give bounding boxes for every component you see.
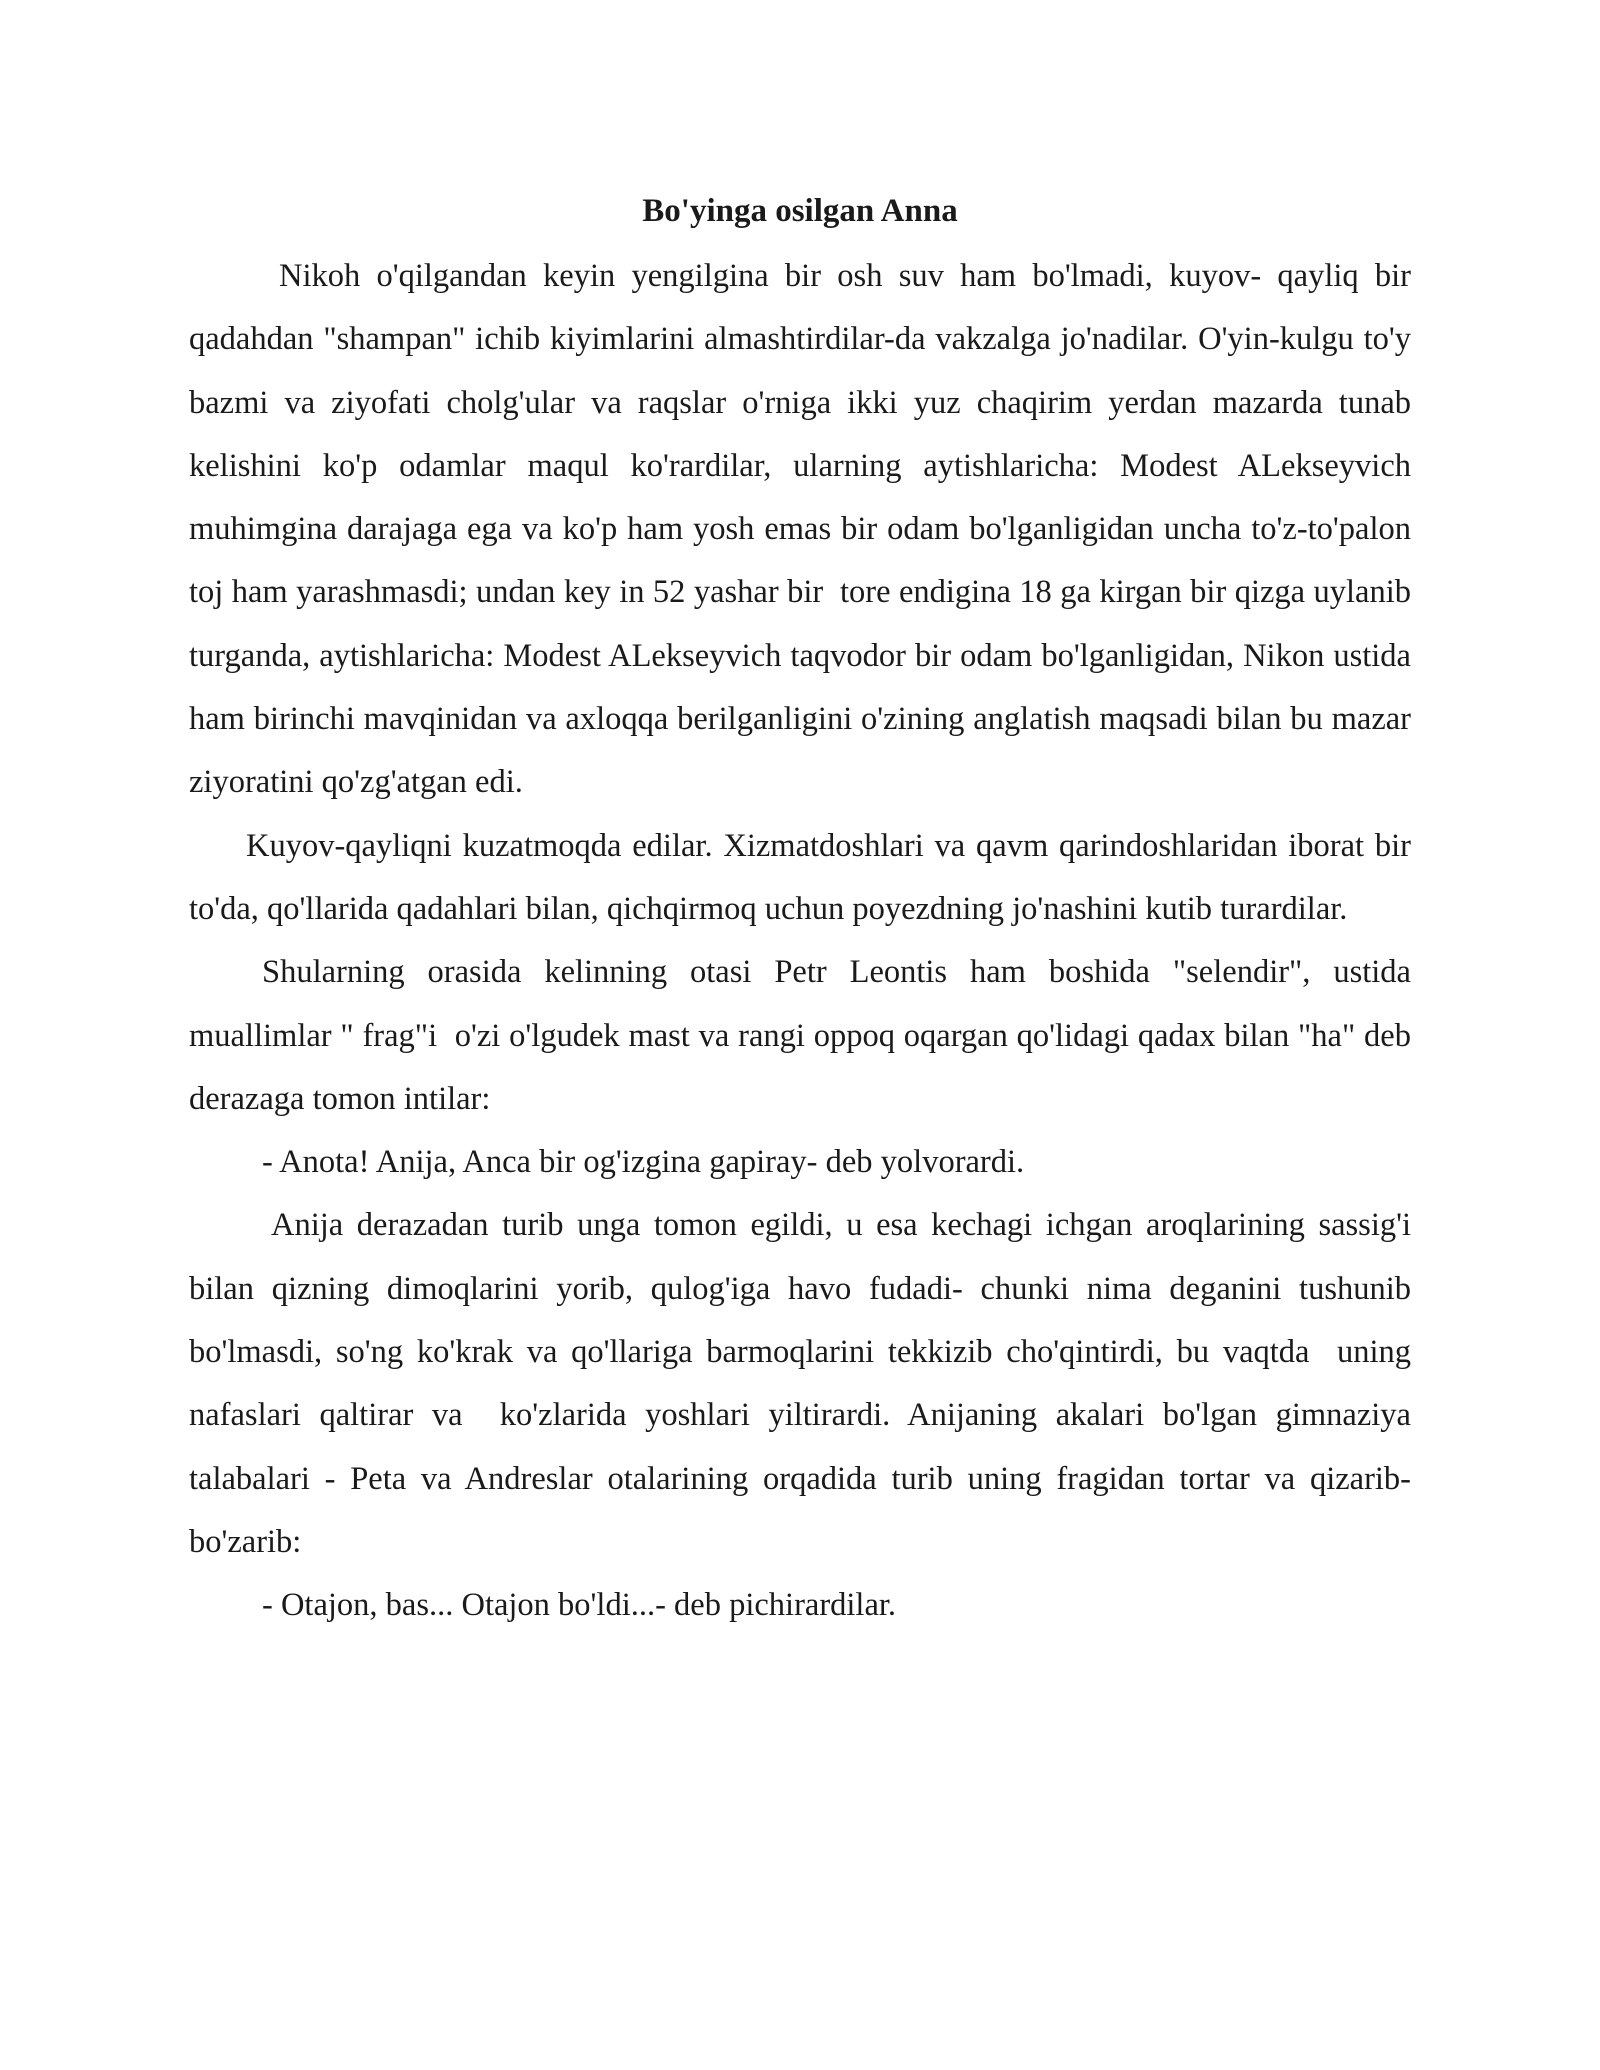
paragraph-father: Shularning orasida kelinning otasi Petr Leontis ham boshida "selendir", ustida muallimlar " frag"i o'zi o'lgudek mast va rangi oppoq oqargan qo'lidagi qadax bilan "ha" deb derazaga tomon intilar:	[189, 954, 1420, 1117]
document-title: Bo'yinga osilgan Anna	[642, 193, 958, 229]
paragraph-father-plea: - Anota! Anija, Anca bir og'izgina gapiray- deb yolvorardi.	[262, 1144, 1025, 1181]
paragraph-seeing-off: Kuyov-qayliqni kuzatmoqda edilar. Xizmatdoshlari va qavm qarindoshlaridan iborat bir to'da, qo'llarida qadahlari bilan, qichqirmoq uchun poyezdning jo'nashini kutib turardilar.	[189, 827, 1420, 927]
paragraph-anija: Anija derazadan turib unga tomon egildi, u esa kechagi ichgan aroqlarining sassig'i bilan qizning dimoqlarini yorib, qulog'iga havo fudadi- chunki nima deganini tushunib bo'lmasdi, so'ng ko'krak va qo'llariga barmoqlarini tekkizib cho'qintirdi, bu vaqtda uning nafaslari qaltirar va ko'zlarida yoshlari yiltirardi. Anijaning akalari bo'lgan gimnaziya talabalari - Peta va Andreslar otalarining orqadida turib uning fragidan tortar va qizarib-bo'zarib:	[189, 1207, 1420, 1560]
document-page	[189, 185, 1420, 1638]
paragraph-brothers-whisper: - Otajon, bas... Otajon bo'ldi...- deb pichirardilar.	[262, 1587, 897, 1624]
paragraph-wedding: Nikoh o'qilgandan keyin yengilgina bir osh suv ham bo'lmadi, kuyov- qayliq bir qadahdan "shampan" ichib kiyimlarini almashtirdilar-da vakzalga jo'nadilar. O'yin-kulgu to'y bazmi va ziyofati cholg'ular va raqslar o'rniga ikki yuz chaqirim yerdan mazarda tunab kelishini ko'p odamlar maqul ko'rardilar, ularning aytishlaricha: Modest ALekseyvich muhimgina darajaga ega va ko'p ham yosh emas bir odam bo'lganligidan uncha to'z-to'palon toj ham yarashmasdi; undan key in 52 yashar bir tore endigina 18 ga kirgan bir qizga uylanib turganda, aytishlaricha: Modest ALekseyvich taqvodor bir odam bo'lganligidan, Nikon ustida ham birinchi mavqinidan va axloqqa berilganligini o'zining anglatish maqsadi bilan bu mazar ziyoratini qo'zg'atgan edi.	[189, 258, 1420, 801]
